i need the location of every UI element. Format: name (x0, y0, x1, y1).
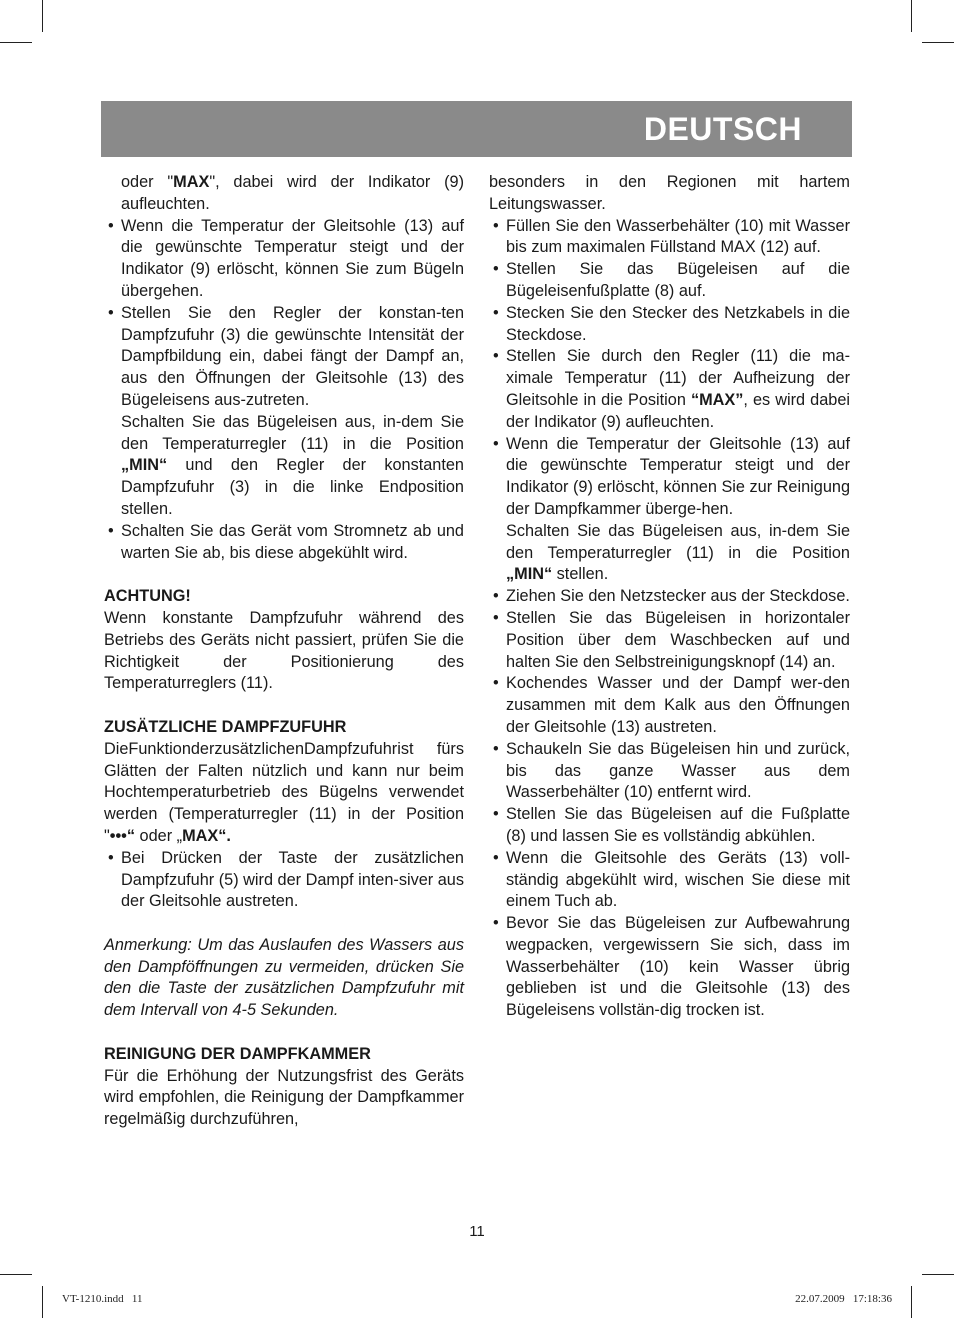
crop-mark (911, 0, 912, 32)
paragraph: Für die Erhöhung der Nutzungsfrist des Geräts wird empfohlen, die Reinigung der Dampfkammer regelmäßig durchzuführen, (104, 1066, 464, 1129)
list-item: • Stellen Sie das Bügeleisen auf die Bügeleisenfußplatte (8) auf. (493, 260, 850, 300)
paragraph: Wenn konstante Dampfzufuhr während des Betriebs des Geräts nicht passiert, prüfen Sie die Richtigkeit der Positionierung des Temperaturreglers (11). (104, 608, 464, 693)
footer-datetime: 22.07.2009 17:18:36 (795, 1293, 892, 1305)
bullet-icon: • (108, 216, 114, 235)
bullet-icon: • (493, 260, 499, 279)
list-item-continuation: Schalten Sie das Bügeleisen aus, in-dem Sie den Temperaturregler (11) in die Position „MIN“ und den Regler der konstanten Dampfzufuhr (3) in die linke Endposition stellen. (121, 412, 464, 518)
list-item: • Wenn die Gleitsohle des Geräts (13) voll-ständig abgekühlt wird, wischen Sie diese mit einem Tuch ab. (493, 848, 850, 911)
bullet-icon: • (493, 848, 499, 867)
bullet-icon: • (493, 434, 499, 453)
list-item: • Stellen Sie den Regler der konstan-ten Dampfzufuhr (3) die gewünschte Intensität der Dampfbildung ein, dabei fängt der Dampf an, aus den Öffnungen der Gleitsohle (13) des Bügeleisens aus-zutreten. (108, 303, 464, 409)
continued-text: oder "MAX", dabei wird der Indikator (9) aufleuchten. (121, 173, 465, 213)
footer-file-info: VT-1210.indd 11 (62, 1293, 143, 1305)
list-item: • Bei Drücken der Taste der zusätzlichen Dampfzufuhr (5) wird der Dampf inten-siver aus der Gleitsohle austreten. (108, 848, 464, 911)
list-item: • Wenn die Temperatur der Gleitsohle (13) auf die gewünschte Temperatur steigt und der Indikator (9) erlöscht, können Sie zur Reinigung der Dampfkammer überge-hen. (493, 434, 850, 518)
crop-mark (911, 1286, 912, 1318)
list-item-continuation: Schalten Sie das Bügeleisen aus, in-dem Sie den Temperaturregler (11) in die Position „MIN“ stellen. (506, 521, 850, 584)
note-paragraph: Anmerkung: Um das Auslaufen des Wassers aus den Dampföffnungen zu vermeiden, drücken Sie den die Taste der zusätzlichen Dampfzufuhr mit dem Intervall von 4-5 Sekunden. (104, 935, 464, 1020)
continued-text: besonders in den Regionen mit hartem Leitungswasser. (489, 173, 850, 213)
list-item: • Füllen Sie den Wasserbehälter (10) mit Wasser bis zum maximalen Füllstand MAX (12) auf. (493, 216, 850, 257)
bullet-icon: • (493, 914, 499, 933)
crop-mark (922, 42, 954, 43)
list-item: • Stellen Sie das Bügeleisen auf die Fußplatte (8) und lassen Sie es vollständig abkühlen. (493, 805, 850, 845)
crop-mark (42, 1286, 43, 1318)
right-column (489, 172, 850, 1022)
bullet-icon: • (493, 674, 499, 693)
list-item: • Ziehen Sie den Netzstecker aus der Steckdose. (489, 586, 850, 608)
bullet-icon: • (493, 347, 499, 366)
list-item: • Bevor Sie das Bügeleisen zur Aufbewahrung wegpacken, vergewissern Sie sich, dass im Wasserbehälter (10) kein Wasser übrig geblieben ist und die Gleitsohle (13) des Bügeleisens vollstän-dig trocken ist. (493, 914, 850, 1020)
list-item: • Stecken Sie den Stecker des Netzkabels in die Steckdose. (493, 303, 850, 344)
crop-mark (0, 42, 32, 43)
list-item: • Stellen Sie das Bügeleisen in horizontaler Position über dem Waschbecken auf und halten Sie den Selbstreinigungsknopf (14) an. (493, 608, 850, 671)
crop-mark (922, 1274, 954, 1275)
bullet-icon: • (493, 608, 499, 627)
list-item: • Stellen Sie durch den Regler (11) die ma-ximale Temperatur (11) der Aufheizung der Gleitsohle in die Position “MAX”, es wird dabei der Indikator (9) aufleuchten. (493, 347, 850, 431)
language-title: DEUTSCH (643, 111, 802, 147)
list-item: • Schaukeln Sie das Bügeleisen hin und zurück, bis das ganze Wasser aus dem Wasserbehälter (10) entfernt wird. (493, 739, 850, 802)
paragraph: DieFunktionderzusätzlichenDampfzufuhrist fürs Glätten der Falten nützlich und kann nur beim Hochtemperaturbetrieb des Bügelns verwendet werden (Temperaturregler (11) in der Position "•••“ oder „MAX“. (104, 739, 464, 845)
list-item: • Schalten Sie das Gerät vom Stromnetz ab und warten Sie ab, bis diese abgekühlt wird. (108, 521, 464, 562)
crop-mark (0, 1274, 32, 1275)
list-item: • Kochendes Wasser und der Dampf wer-den zusammen mit dem Kalk aus den Öffnungen der Gleitsohle (13) austreten. (493, 674, 850, 736)
bullet-icon: • (108, 848, 114, 867)
bullet-icon: • (493, 739, 499, 758)
bullet-icon: • (493, 303, 499, 322)
bullet-icon: • (493, 587, 499, 606)
section-heading-reinigung: REINIGUNG DER DAMPFKAMMER (104, 1044, 371, 1063)
list-item: • Wenn die Temperatur der Gleitsohle (13) auf die gewünschte Temperatur steigt und der Indikator (9) erlöscht, können Sie zum Bügeln übergehen. (108, 216, 464, 300)
bullet-icon: • (108, 521, 114, 540)
page-number: 11 (469, 1223, 485, 1240)
language-header-band (101, 101, 852, 157)
section-heading-zusatz: ZUSÄTZLICHE DAMPFZUFUHR (104, 717, 347, 736)
crop-mark (42, 0, 43, 32)
bullet-icon: • (493, 216, 499, 235)
bullet-icon: • (108, 303, 114, 322)
left-column (104, 172, 464, 1131)
bullet-icon: • (493, 805, 499, 824)
section-heading-achtung: ACHTUNG! (104, 587, 191, 606)
